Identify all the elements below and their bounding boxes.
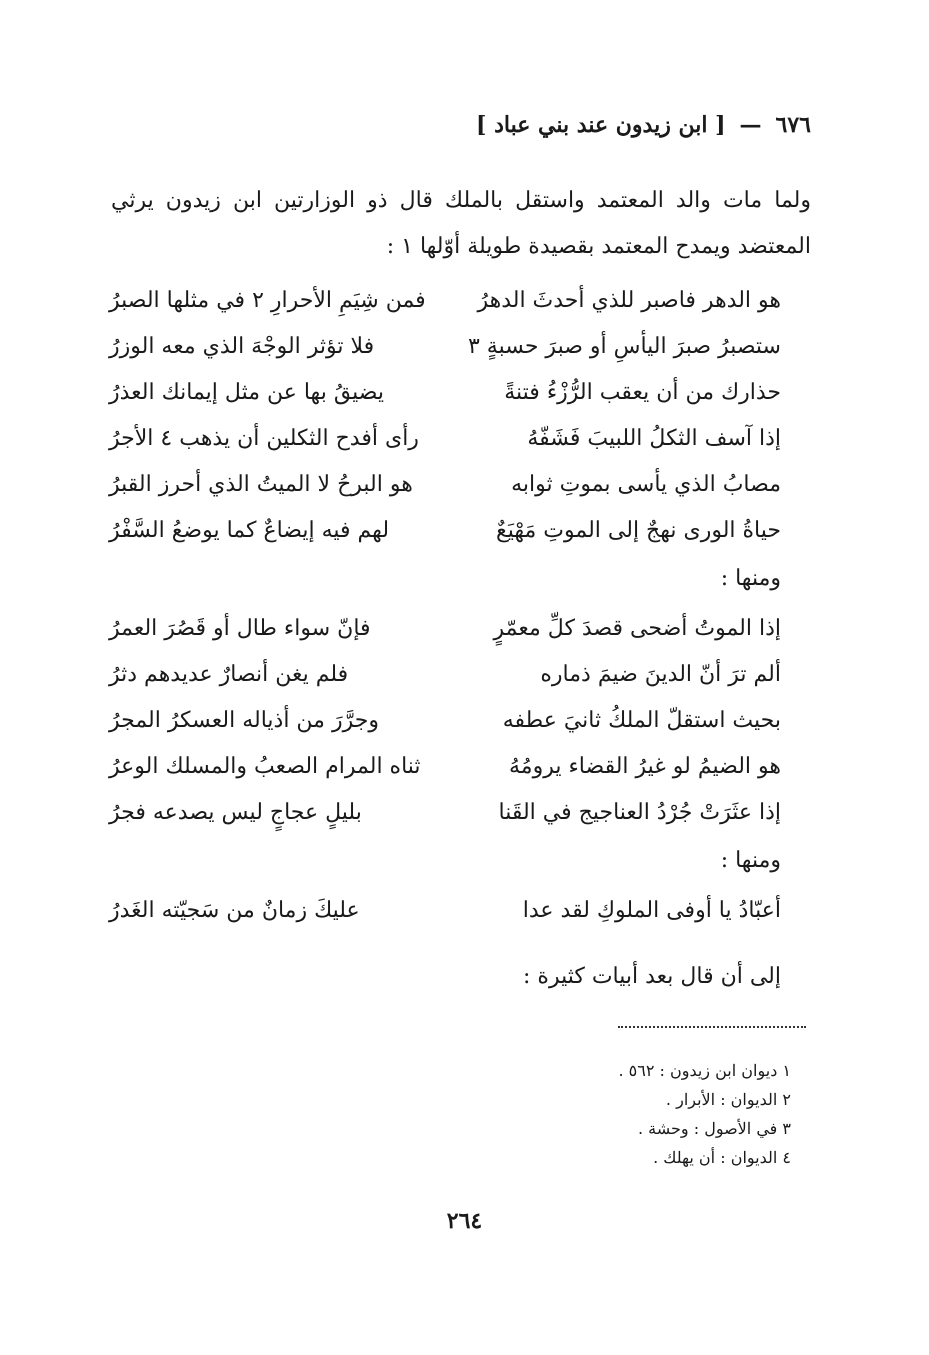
verse-second-hemistich: فلا تؤثر الوجْهَ الذي معه الوزرُ xyxy=(109,334,375,359)
footnote: ٤ الديوان : أن يهلك . xyxy=(653,1148,791,1167)
verse xyxy=(109,278,781,324)
verse-second-hemistich: ثناه المرام الصعبُ والمسلك الوعرُ xyxy=(109,754,421,779)
verse-first-hemistich: إذا عثَرَتْ جُرْدُ العناجيج في القَنا xyxy=(498,800,781,825)
footnote: ٣ في الأصول : وحشة . xyxy=(638,1119,791,1138)
verse xyxy=(109,370,781,416)
verse xyxy=(109,324,781,370)
footnote: ١ ديوان ابن زيدون : ٥٦٢ . xyxy=(618,1061,791,1080)
verse-first-hemistich: هو الضيمُ لو غيرُ القضاء يرومُهُ xyxy=(509,754,781,779)
running-header xyxy=(476,112,811,138)
verse-first-hemistich: بحيث استقلّ الملكُ ثانيَ عطفه xyxy=(502,708,781,733)
verse xyxy=(109,508,781,554)
verse-first-hemistich: ستصبرُ صبرَ اليأسِ أو صبرَ حسبةٍ ٣ xyxy=(467,334,781,359)
footnote-divider xyxy=(618,1026,806,1028)
footnotes xyxy=(618,1056,791,1172)
intro-line-1: ولما مات والد المعتمد واستقل بالملك قال ذو الوزارتين ابن زيدون يرثي xyxy=(111,188,811,213)
section-label-1: ومنها : xyxy=(720,566,781,591)
verse-first-hemistich: حياةُ الورى نهجٌ إلى الموتِ مَهْيَعٌ xyxy=(496,518,781,543)
verse-second-hemistich: فمن شِيَمِ الأحرارِ ٢ في مثلها الصبرُ xyxy=(109,288,426,313)
verse-first-hemistich: إذا الموتُ أضحى قصدَ كلِّ معمّرٍ xyxy=(493,616,781,641)
entry-number: ٦٧٦ xyxy=(775,112,811,138)
intro-line-2: المعتضد ويمدح المعتمد بقصيدة طويلة أوّلها ١ : xyxy=(386,234,811,259)
footnote: ٢ الديوان : الأبرار . xyxy=(665,1090,791,1109)
verse xyxy=(109,888,781,934)
section-label-2: ومنها : xyxy=(720,848,781,873)
page-number: ٢٦٤ xyxy=(446,1208,483,1234)
verse xyxy=(109,790,781,836)
verse-first-hemistich: أعبّادُ يا أوفى الملوكِ لقد عدا xyxy=(522,898,781,923)
verse-first-hemistich: إذا آسف الثكلُ اللبيبَ فَشَفّهُ xyxy=(527,426,781,451)
verse-first-hemistich: حذارك من أن يعقب الرُّزْءُ فتنةً xyxy=(504,380,781,405)
header-dash: — xyxy=(739,112,762,138)
verse-second-hemistich: يضيقُ بها عن مثل إيمانك العذرُ xyxy=(109,380,384,405)
verse-second-hemistich: بليلٍ عجاجٍ ليس يصدعه فجرُ xyxy=(109,800,362,825)
verse xyxy=(109,698,781,744)
intro-paragraph xyxy=(111,178,811,270)
verse-first-hemistich: هو الدهر فاصبر للذي أحدثَ الدهرُ xyxy=(477,288,781,313)
verse-second-hemistich: فإنّ سواء طال أو قَصُرَ العمرُ xyxy=(109,616,371,641)
verses-section-1 xyxy=(109,278,781,554)
verse-second-hemistich: هو البرحُ لا الميتُ الذي أحرز القبرُ xyxy=(109,472,413,497)
verse-first-hemistich: مصابُ الذي يأسى بموتِ ثوابه xyxy=(511,472,781,497)
closing-line: إلى أن قال بعد أبيات كثيرة : xyxy=(523,964,781,989)
verse-second-hemistich: وجرَّرَ من أذياله العسكرُ المجرُ xyxy=(109,708,379,733)
verse xyxy=(109,462,781,508)
verse xyxy=(109,606,781,652)
verse-first-hemistich: ألم ترَ أنّ الدينَ ضيمَ ذماره xyxy=(540,662,781,687)
verse xyxy=(109,652,781,698)
verse-second-hemistich: رأى أفدح الثكلين أن يذهب ٤ الأجرُ xyxy=(109,426,419,451)
header-title: [ ابن زيدون عند بني عباد ] xyxy=(476,112,726,138)
verse-second-hemistich: فلم يغن أنصارٌ عديدهم دثرُ xyxy=(109,662,349,687)
verses-section-2 xyxy=(109,606,781,836)
verse xyxy=(109,416,781,462)
verse xyxy=(109,744,781,790)
verse-second-hemistich: عليكَ زمانٌ من سَجيّته الغَدرُ xyxy=(109,898,360,923)
verses-section-3 xyxy=(109,888,781,934)
verse-second-hemistich: لهم فيه إيضاعٌ كما يوضعُ السَّفْرُ xyxy=(109,518,390,543)
